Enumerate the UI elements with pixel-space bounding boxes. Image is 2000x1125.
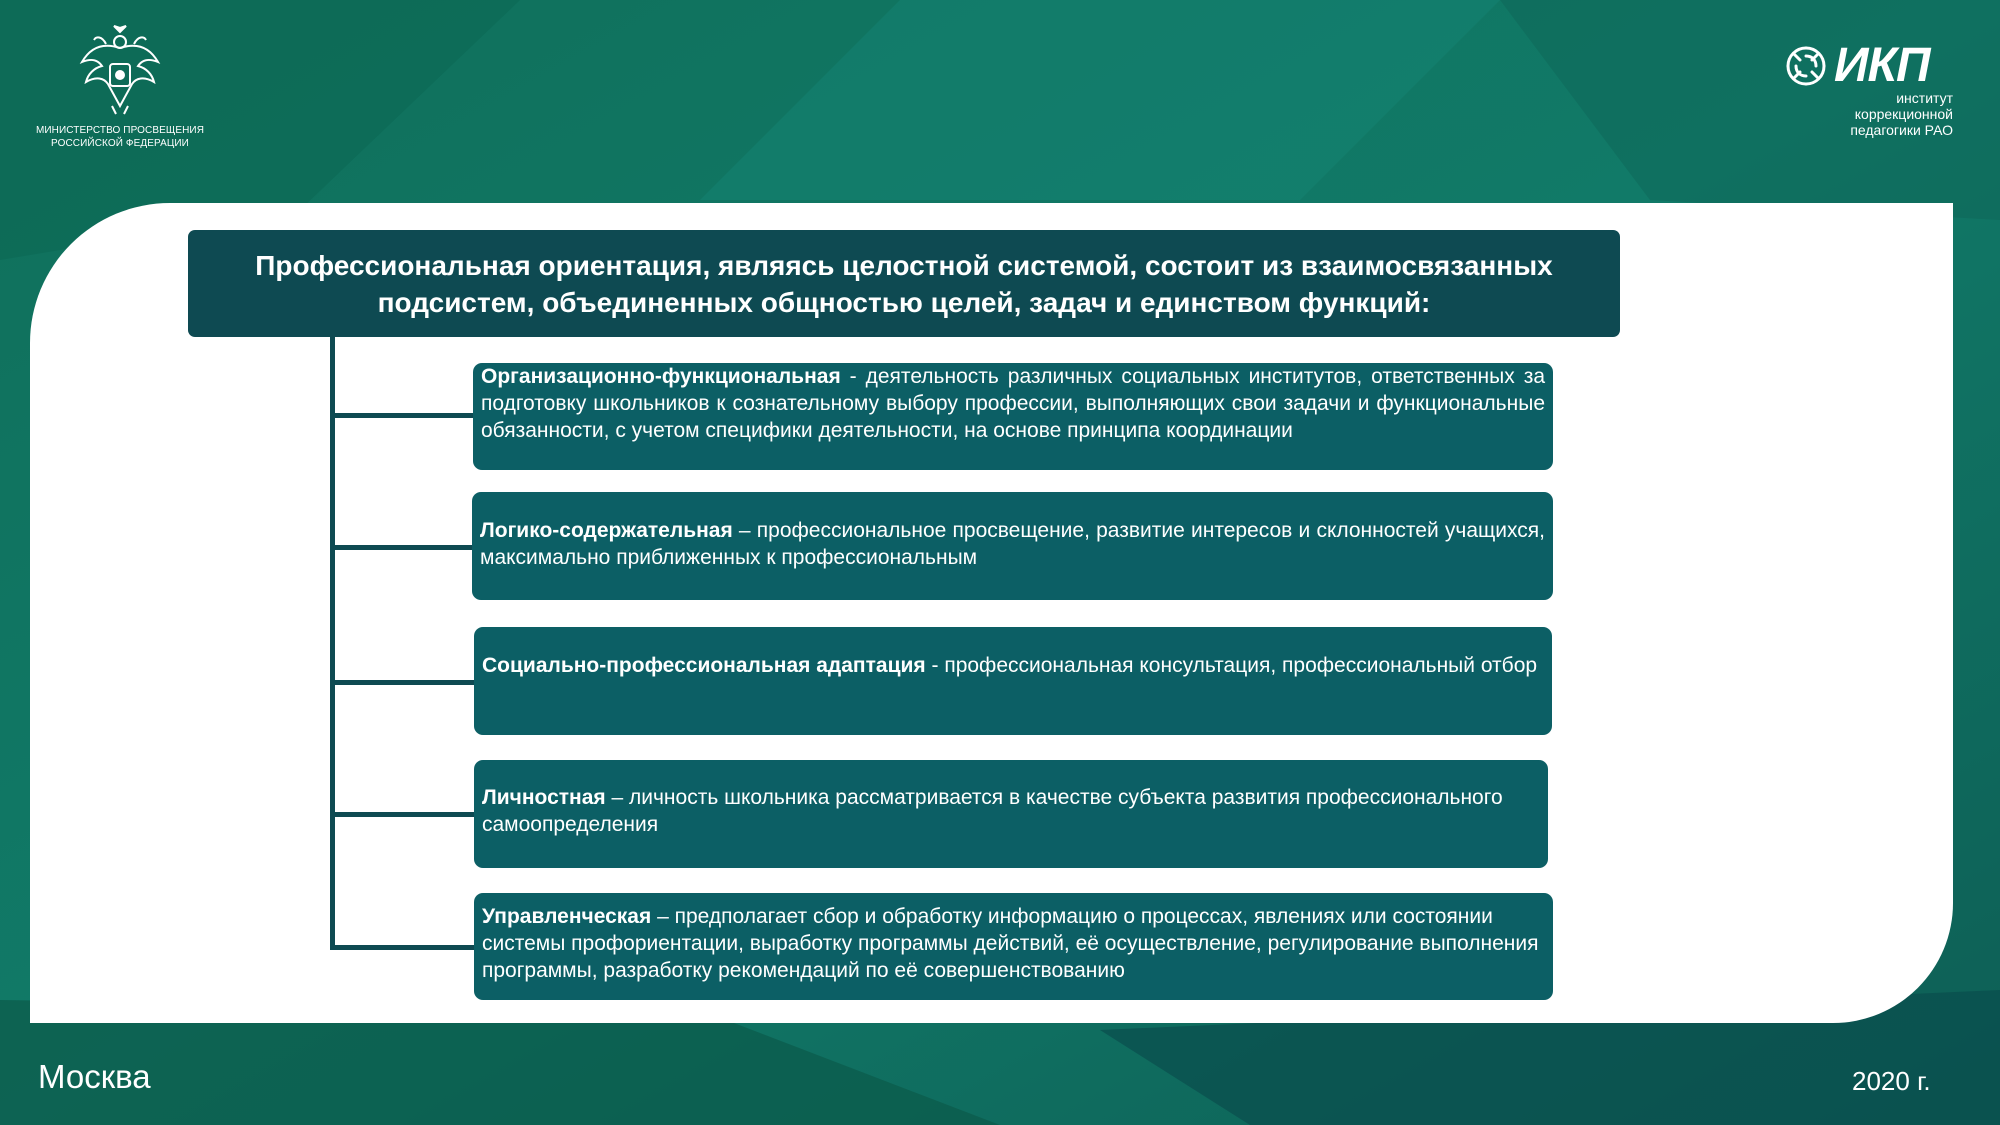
subsystem-text-2 <box>480 517 1545 571</box>
subsystem-term-5: Управленческая <box>482 905 652 928</box>
double-headed-eagle-emblem-icon <box>72 22 168 118</box>
subsystem-text-5 <box>482 903 1545 984</box>
diagram-header-text <box>255 247 1552 321</box>
ministry-name-line2: РОССИЙСКОЙ ФЕДЕРАЦИИ <box>51 138 189 149</box>
institute-sub-line2: коррекционной <box>1854 106 1953 122</box>
connector-branch-4 <box>330 812 475 817</box>
institute-logo <box>1782 39 1957 138</box>
institute-sub-line3: педагогики РАО <box>1850 122 1953 138</box>
subsystem-term-4: Личностная <box>482 786 606 809</box>
subsystem-box-2 <box>472 492 1553 600</box>
subsystem-desc-2: – профессиональное просвещение, развитие интересов и склонностей учащихся, максимально приближенных к профессиональным <box>480 519 1545 569</box>
ministry-name-line1: МИНИСТЕРСТВО ПРОСВЕЩЕНИЯ <box>35 125 205 136</box>
connector-branch-5 <box>330 945 475 950</box>
diagram-header <box>188 230 1620 337</box>
institute-name: ИКП <box>1834 39 1930 92</box>
header-line-2: подсистем, объединенных общностью целей, задач и единством функций: <box>377 286 1431 318</box>
subsystem-text-4 <box>482 784 1540 838</box>
subsystem-desc-3: - профессиональная консультация, профессиональный отбор <box>925 654 1538 677</box>
subsystem-box-5 <box>474 893 1553 1000</box>
footer-year: 2020 г. <box>1852 1066 1931 1096</box>
subsystem-text-3 <box>482 652 1544 679</box>
subsystem-box-3 <box>474 627 1552 735</box>
subsystem-desc-5: – предполагает сбор и обработку информацию о процессах, явлениях или состоянии системы профориентации, выработку программы действий, её осуществление, регулирование выполнения программы, разработку рекомендаций по её совершенствованию <box>482 905 1539 982</box>
connector-branch-2 <box>330 545 475 550</box>
institute-sub-line1: институт <box>1896 90 1953 106</box>
subsystem-term-2: Логико-содержательная <box>480 519 733 542</box>
subsystem-term-3: Социально-профессиональная адаптация <box>482 654 926 677</box>
subsystem-text-1 <box>481 363 1545 444</box>
connector-branch-1 <box>330 413 475 418</box>
connector-branch-3 <box>330 680 475 685</box>
header-line-1: Профессиональная ориентация, являясь целостной системой, состоит из взаимосвязанных <box>255 249 1553 281</box>
swirl-logo-icon <box>1782 42 1830 90</box>
footer-city: Москва <box>38 1058 151 1095</box>
subsystem-term-1: Организационно-функциональная <box>481 365 841 388</box>
subsystem-desc-4: – личность школьника рассматривается в качестве субъекта развития профессионального самоопределения <box>482 786 1503 836</box>
connector-vertical <box>330 337 335 950</box>
subsystem-desc-1: - деятельность различных социальных институтов, ответственных за подготовку школьников к сознательному выбору профессии, выполняющих свои задачи и функциональные обязанности, с учетом специфики деятельности, на основе принципа координации <box>481 365 1545 442</box>
subsystem-box-4 <box>474 760 1548 868</box>
ministry-logo <box>30 22 210 150</box>
subsystem-box-1 <box>473 363 1553 470</box>
